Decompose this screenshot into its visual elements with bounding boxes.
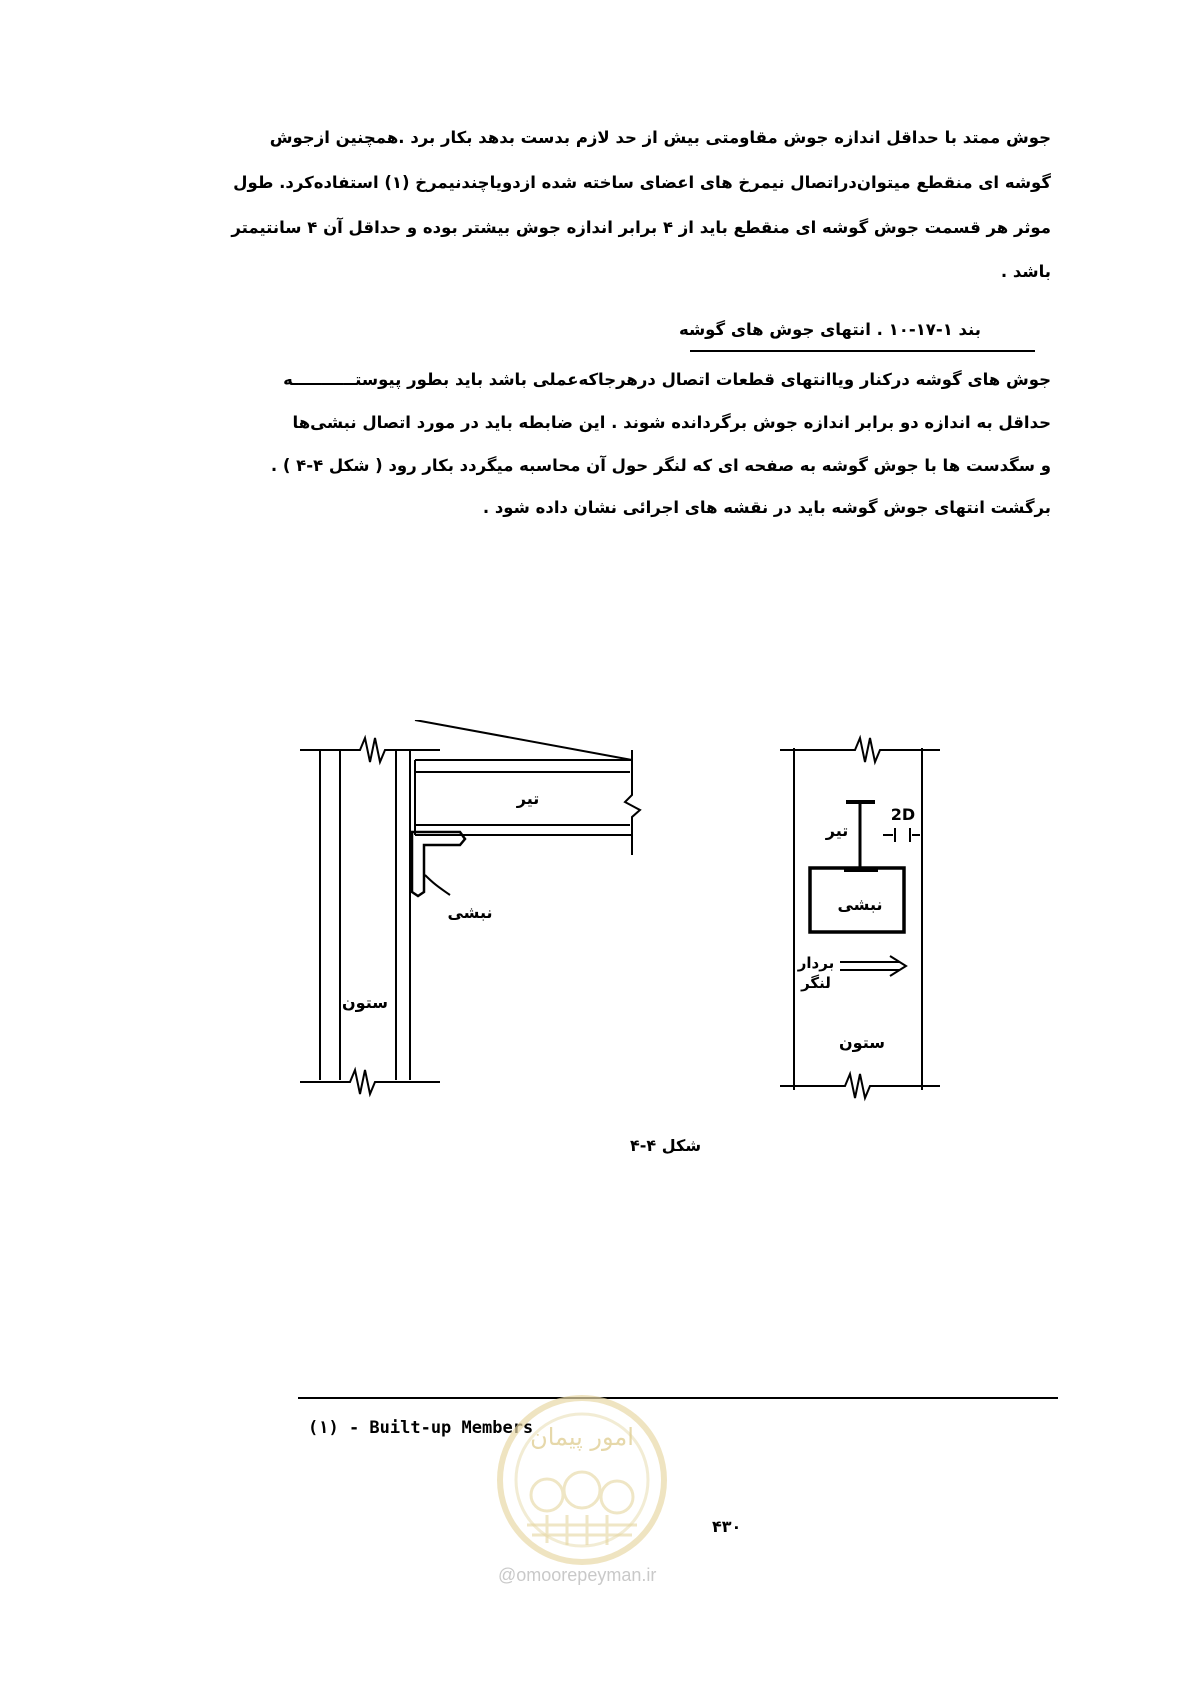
text-line: موثر هر قسمت جوش گوشه ای منقطع باید از ۴ برابر اندازه جوش بیشتر بوده و حداقل آن ۴ سانتیمتر xyxy=(231,218,1051,237)
watermark-logo xyxy=(487,1385,677,1579)
footnote: (۱) - Built-up Members xyxy=(308,1418,534,1438)
moment-vector-label-2: لنگر xyxy=(801,974,831,992)
angle-label-right: نبشی xyxy=(837,895,883,914)
text-line: جوش ممتد با حداقل اندازه جوش مقاومتی بیش از حد لازم بدست بدهد بکار برد .همچنین ازجوش xyxy=(269,128,1051,147)
angle-label-left: نبشی xyxy=(447,903,493,922)
column-label-left: ستون xyxy=(342,993,388,1012)
page-number: ۴۳۰ xyxy=(712,1517,742,1536)
beam-label-left: تیر xyxy=(516,789,540,808)
text-line: جوش های گوشه درکنار ویاانتهای قطعات اتصال درهرجاکه‌عملی باشد باید بطور پیوستـــــــــــه xyxy=(283,370,1051,389)
watermark-logo-text: امور پیمان xyxy=(530,1423,634,1451)
figure-4-4 xyxy=(300,720,1000,1134)
text-line: باشد . xyxy=(1000,262,1051,281)
figure-drawing xyxy=(300,720,1000,1130)
text-line: و سگدست ها با جوش گوشه به صفحه ای که لنگر حول آن محاسبه میگردد بکار رود ( شکل ۴-۴ ) . xyxy=(270,456,1051,475)
figure-caption: شکل ۴-۴ xyxy=(630,1136,702,1155)
moment-vector-label: بردار xyxy=(797,954,835,972)
text-line: برگشت انتهای جوش گوشه باید در نقشه های اجرائی نشان داده شود . xyxy=(482,498,1051,517)
beam-label-right: تیر xyxy=(825,821,849,840)
footnote-rule xyxy=(298,1397,1058,1399)
heading-underline xyxy=(690,350,1035,352)
watermark-url: @omoorepeyman.ir xyxy=(498,1565,657,1585)
section-heading: بند ۱-۱۷-۱۰ . انتهای جوش های گوشه xyxy=(678,320,981,339)
column-label-right: ستون xyxy=(839,1033,885,1052)
text-line: گوشه ای منقطع میتوان‌دراتصال نیمرخ های اعضای ساخته شده ازدویاچندنیمرخ (۱) استفاده‌کرد. طول xyxy=(233,173,1051,192)
dimension-2d-label: 2D xyxy=(890,805,916,824)
text-line: حداقل به اندازه دو برابر اندازه جوش برگردانده شوند . این ضابطه باید در مورد اتصال نبشی‌ها xyxy=(292,413,1051,432)
